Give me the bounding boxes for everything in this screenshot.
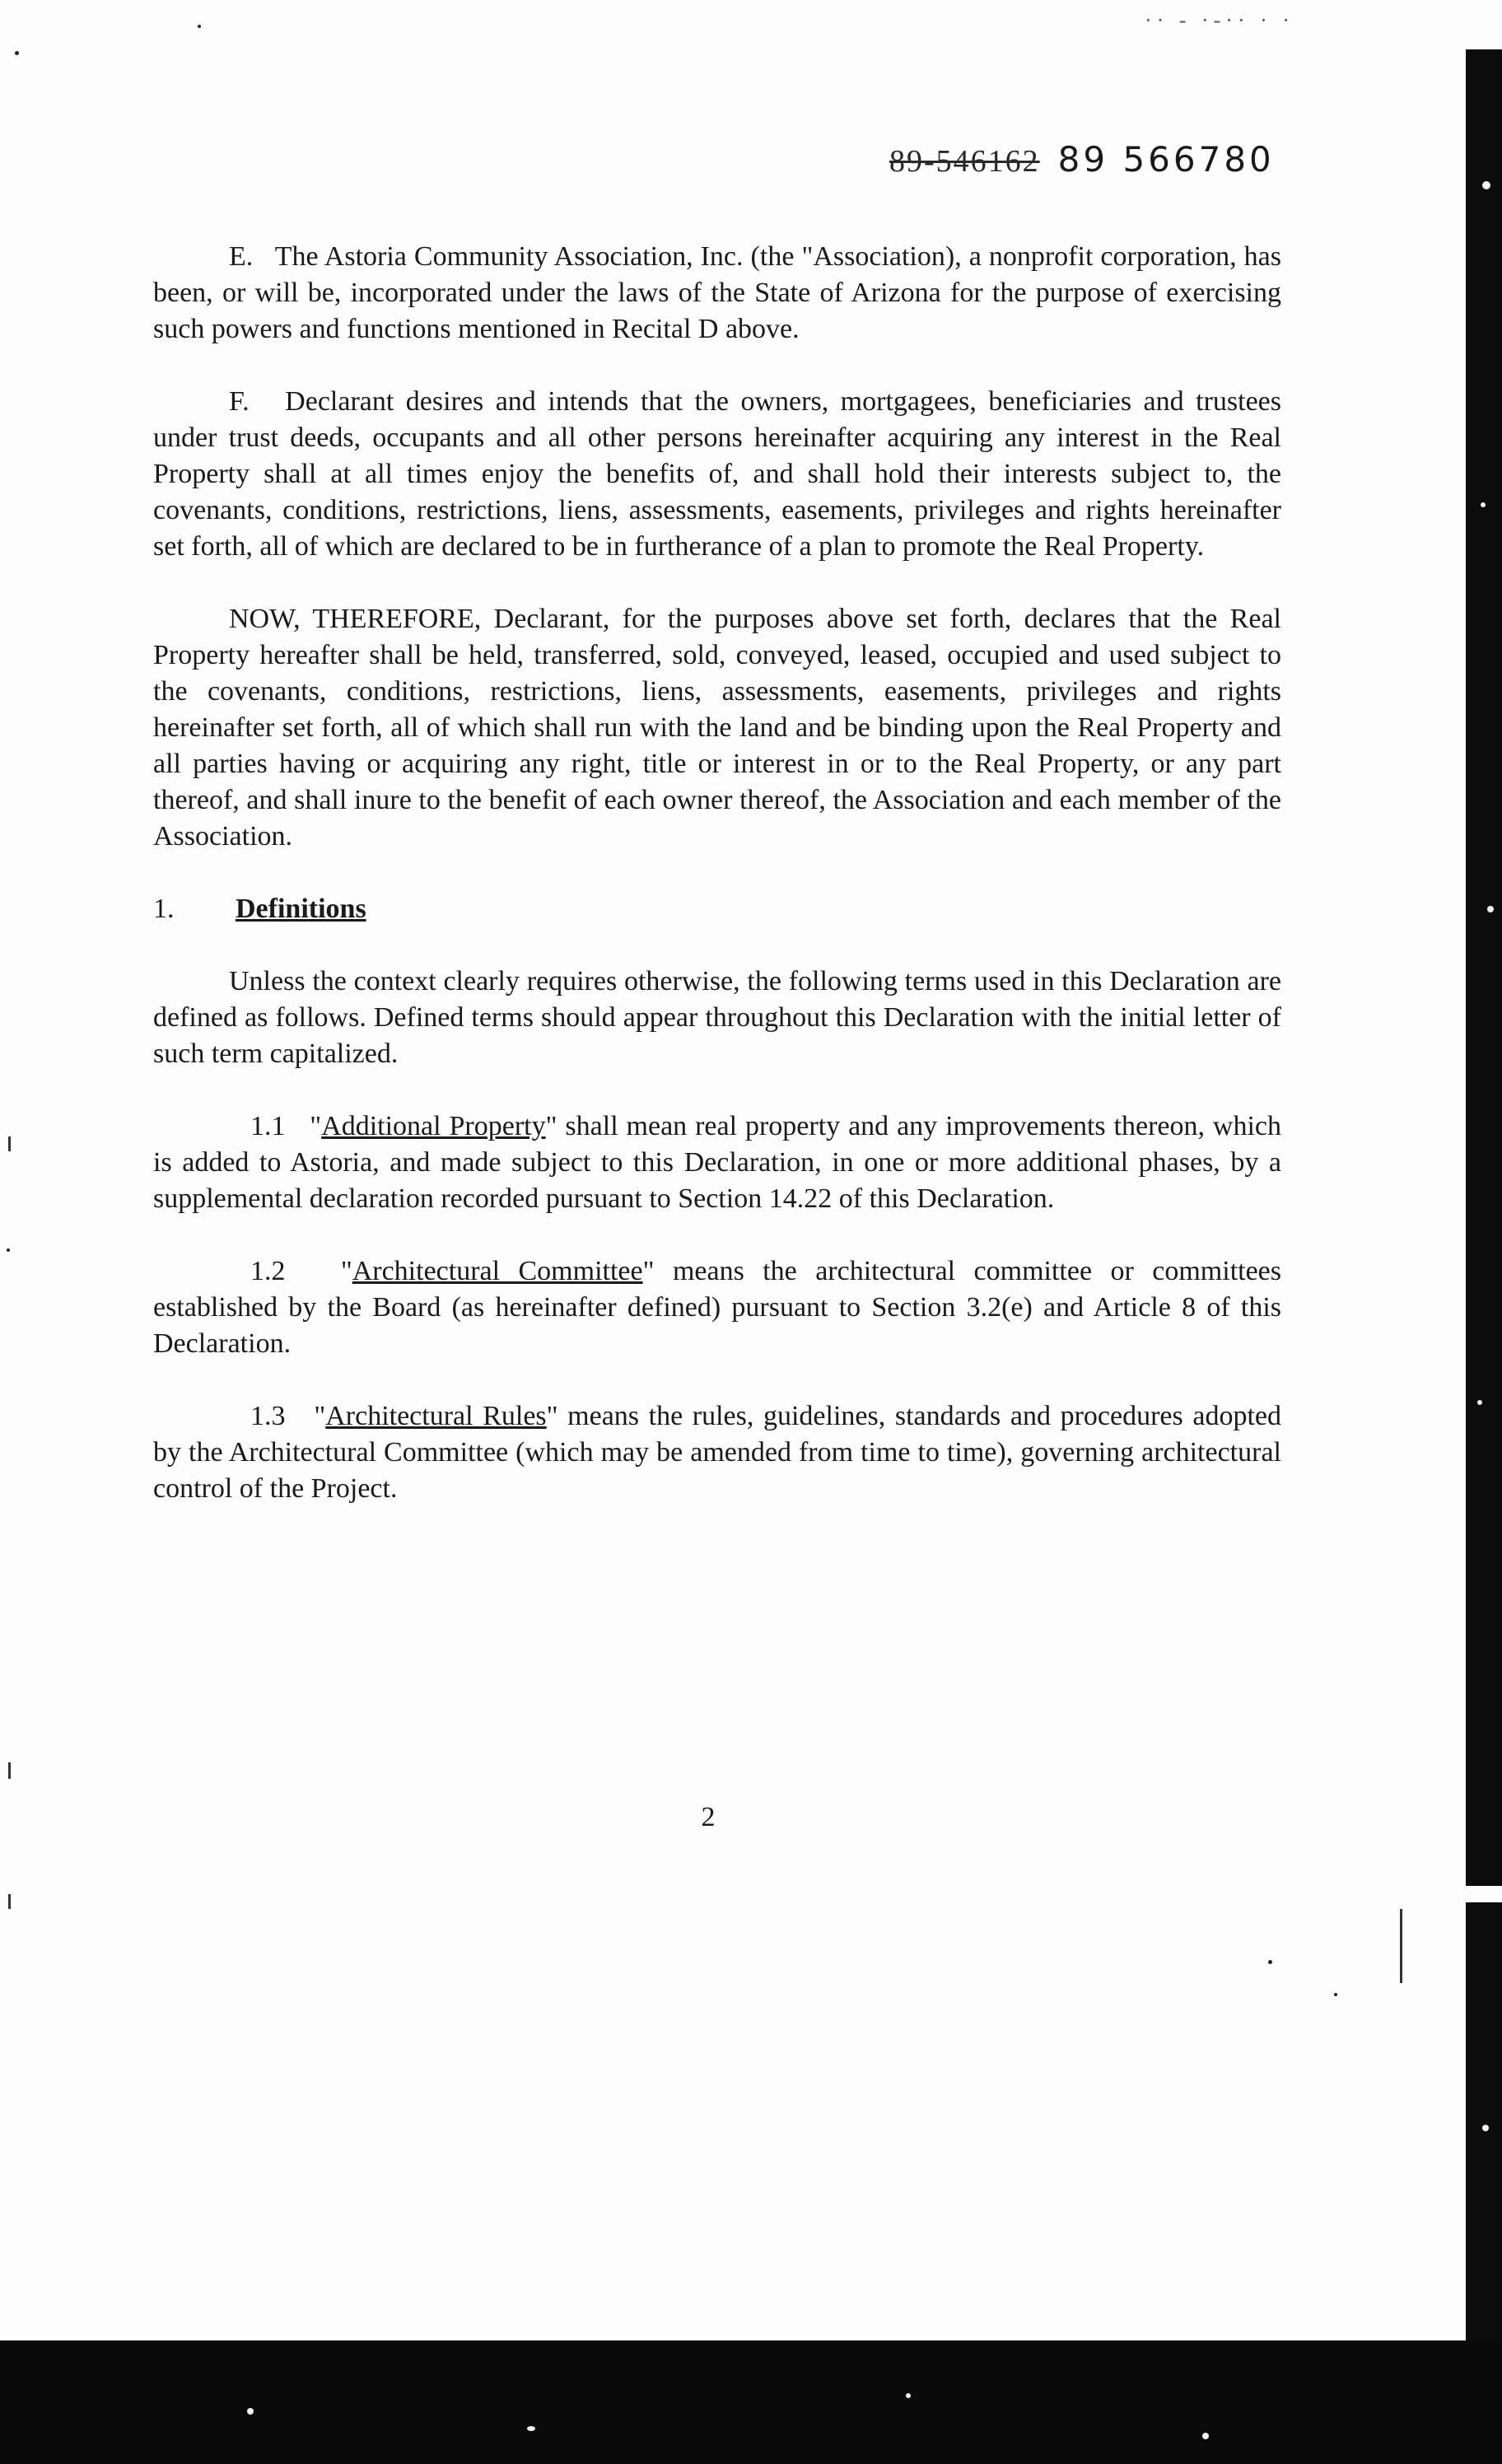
scan-speck <box>198 25 201 28</box>
document-body <box>153 239 1281 1543</box>
margin-tick <box>8 1136 11 1151</box>
recital-f <box>153 384 1281 565</box>
scan-speck <box>906 2393 911 2398</box>
scan-speck <box>527 2426 535 2431</box>
recording-number-stamp <box>889 138 1275 180</box>
recital-f-label: F. <box>229 386 250 417</box>
scan-speck <box>1481 502 1486 507</box>
scan-speck <box>1487 906 1494 912</box>
recital-f-text: Declarant desires and intends that the owners, mortgagees, beneficiaries and trustees under trust deeds, occupants and all other persons hereinafter acquiring any interest in the Real Property shall at all times enjoy the benefits of, and shall hold their interests subject to, the covenants, conditions, restrictions, liens, assessments, easements, privileges and rights hereinafter set forth, all of which are declared to be in furtherance of a plan to promote the Real Property. <box>153 386 1281 562</box>
definition-number: 1.3 <box>250 1401 286 1431</box>
margin-tick <box>8 1762 11 1779</box>
scan-speck <box>1268 1960 1272 1964</box>
section-heading <box>153 891 1281 927</box>
scan-speck <box>1482 181 1490 189</box>
page-number: 2 <box>701 1802 716 1832</box>
scan-speck <box>1334 1993 1337 1996</box>
scan-edge-right <box>1466 49 1502 1886</box>
definition-1-3: 1.3 "Architectural Rules" means the rules, guidelines, standards and procedures adopted by the Architectural Committee (which may be amended from time to time), governing architectural control of the Project. <box>153 1401 1281 1504</box>
definition-text: means the rules, guidelines, standards and procedures adopted by the Architectural Committee (which may be amended from time to time), governing architectural control of the Project. <box>153 1401 1281 1504</box>
definition-number: 1.2 <box>250 1256 286 1286</box>
scan-edge-bottom <box>0 2340 1502 2464</box>
recital-e-label: E. <box>229 241 254 272</box>
corner-scan-mark: ·· - ·-·· · · <box>1145 8 1294 32</box>
section-number: 1. <box>153 894 175 924</box>
recording-number: 89 566780 <box>1057 139 1275 180</box>
margin-bracket <box>1400 1909 1402 1983</box>
definition-term: Additional Property <box>321 1111 546 1141</box>
scan-speck <box>1202 2433 1209 2439</box>
definition-1-1: 1.1 "Additional Property" shall mean real property and any improvements thereon, which is added to Astoria, and made subject to this Declaration, in one or more additional phases, by a supplemental declaration recorded pursuant to Section 14.22 of this Declaration. <box>153 1111 1282 1214</box>
definition-term: Architectural Rules <box>325 1401 547 1431</box>
recital-e-text: The Astoria Community Association, Inc. (the "Association), a nonprofit corporation, has been, or will be, incorporated under the laws of the State of Arizona for the purpose of exercising such powers and functions mentioned in Recital D above. <box>153 241 1281 344</box>
definition-term: Architectural Committee <box>352 1256 643 1286</box>
definition-number: 1.1 <box>250 1111 286 1141</box>
section-intro: Unless the context clearly requires otherwise, the following terms used in this Declaration are defined as follows. Defined terms should appear throughout this Declaration with the initial letter of such term capitalized. <box>153 966 1281 1069</box>
scan-speck <box>15 51 19 55</box>
definition-text: means the architectural committee or committees established by the Board (as hereinafter defined) pursuant to Section 3.2(e) and Article 8 of this Declaration. <box>153 1256 1281 1359</box>
margin-tick <box>8 1894 11 1909</box>
scan-speck <box>247 2408 254 2415</box>
now-therefore-clause: NOW, THEREFORE, Declarant, for the purposes above set forth, declares that the Real Property hereafter shall be held, transferred, sold, conveyed, leased, occupied and used subject to the covenants, conditions, restrictions, liens, assessments, easements, privileges and rights hereinafter set forth, all of which shall run with the land and be binding upon the Real Property and all parties having or acquiring any right, title or interest in or to the Real Property, or any part thereof, and shall inure to the benefit of each owner thereof, the Association and each member of the Association. <box>153 604 1281 852</box>
scan-speck <box>1482 2125 1489 2131</box>
scan-speck <box>1477 1400 1482 1405</box>
definition-1-2: 1.2 "Architectural Committee" means the architectural committee or committees established by the Board (as hereinafter defined) pursuant to Section 3.2(e) and Article 8 of this Declaration. <box>153 1256 1281 1359</box>
recital-e <box>153 239 1281 348</box>
definition-text: shall mean real property and any improvements thereon, which is added to Astoria, and made subject to this Declaration, in one or more additional phases, by a supplemental declaration recorded pursuant to Section 14.22 of this Declaration. <box>153 1111 1282 1214</box>
scan-speck <box>7 1248 10 1252</box>
struck-number: 89-546162 <box>889 144 1040 179</box>
section-title: Definitions <box>236 894 366 924</box>
